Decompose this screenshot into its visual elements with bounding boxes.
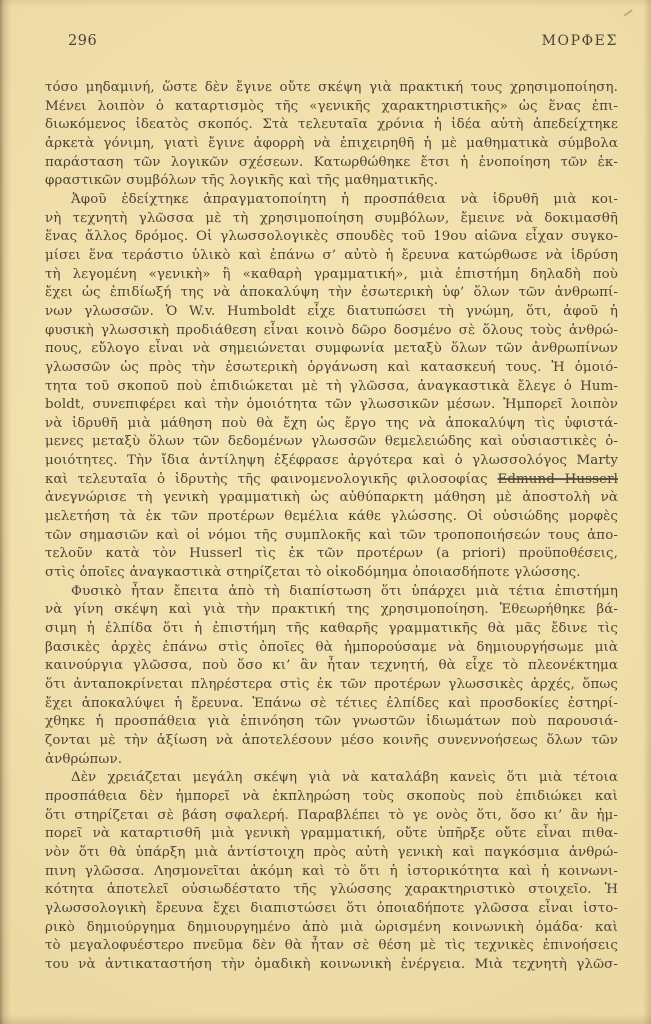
text-line: καὶ τελευταῖα ὁ ἱδρυτὴς τῆς φαινομενολογικῆς φιλοσοφίας Edmund Husserl [45,471,618,487]
text-line: κότητα ἀποτελεῖ οὐσιωδέστατο τῆς γλώσσης χαρακτηριστικὸ στοιχεῖο. Ἡ [45,882,618,898]
text-line: καινούργια γλῶσσα, ποὺ ὅσο κι’ ἂν ἦταν τεχνητή, θὰ εἶχε τὸ πλεονέκτημα [45,658,618,674]
text-line: γλωσσῶν ὡς πρὸς τὴν ἐσωτερικὴ ὀργάνωση καὶ κατασκευή τους. Ἡ ὁμοιό- [45,359,618,375]
text-line: νὰ γίνη σκέψη καὶ γιὰ τὴν πρακτική της χρησιμοποίηση. Ἐθεωρήθηκε βά- [45,602,618,618]
text-line: πινη γλῶσσα. Λησμονεῖται ἀκόμη καὶ τὸ ὅτι ἡ ἱστορικότητα καὶ ἡ κοινωνι- [45,863,618,879]
text-line: μελετήση τὰ ἐκ τῶν προτέρων θεμέλια κάθε γλώσσης. Οἱ οὐσιώδης μορφὲς [45,509,618,525]
text-line: ἔχει ὡς ἐπιδίωξή της νὰ ἀποκαλύψη τὴν ἐσωτερικὴ ὑφ’ ὅλων τῶν ἀνθρωπί- [45,285,618,301]
text-line: ἔχει ἀποκαλύψει ἡ ἔρευνα. Ἐπάνω σὲ τέτιες ἐλπίδες καὶ προσδοκίες ἐστηρί- [45,695,618,711]
text-line: ζονται μὲ τὴν ἀξίωση νὰ ἀποτελέσουν μέσο κοινῆς συνεννοήσεως ὅλων τῶν [45,732,618,748]
text-line: βασικὲς ἀρχὲς ἐπάνω στὶς ὁποῖες θὰ ἠμπορούσαμε νὰ δημιουργήσωμε μιὰ [45,639,618,655]
text-line: Φυσικὸ ἦταν ἔπειτα ἀπὸ τὴ διαπίστωση ὅτι ὑπάρχει μιὰ τέτια ἐπιστήμη [71,583,618,599]
text-line: μενες μεταξὺ ὅλων τῶν δεδομένων γλωσσῶν θεμελειώδης καὶ οὐσιαστικὲς ὁ- [45,434,618,450]
text-line: σιμη ἡ ἐλπίδα ὅτι ἡ ἐπιστήμη τῆς καθαρῆς γραμματικῆς θὰ μᾶς ἔδινε τὶς [45,621,618,637]
text-line: πορεῖ νὰ καταρτισθῆ μιὰ γενικὴ γραμματική, οὔτε ὑπῆρξε οὔτε εἶναι πιθα- [45,826,618,842]
text-line: τὴ λεγομένη «γενικὴ» ἢ «καθαρὴ γραμματική», μιὰ ἐπιστήμη δηλαδὴ ποὺ [45,266,618,282]
text-line: Ἀφοῦ ἐδείχτηκε ἀπραγματοποίητη ἡ προσπάθεια νὰ ἱδρυθῆ μιὰ κοι- [71,191,618,207]
running-title: ΜΟΡΦΕΣ [541,33,618,49]
text-line: ὅτι στηρίζεται σὲ βάση σφαλερή. Παραβλέπει τὸ γε ονὸς ὅτι, ὅσο κι’ ἂν ἠμ- [45,807,618,823]
text-line: μοιότητες. Τὴν ἴδια ἀντίληψη ἐξέφρασε ἀργότερα καὶ ὁ γλωσσολόγος Marty [45,453,618,469]
text-line: μίσει ἕνα τεράστιο ὑλικὸ καὶ ἐπάνω σ’ αὐτὸ ἡ ἔρευνα κατώρθωσε νὰ ἱδρύση [45,247,618,263]
text-line: τῶν σημασιῶν καὶ οἱ νόμοι τῆς συμπλοκῆς καὶ τῶν τροποποιήσεών τους ἀπο- [45,527,618,543]
text-line: τὸ μεγαλοφυέστερο πνεῦμα δὲν θὰ ἦταν σὲ θέση μὲ τὶς τεχνικὲς ἐπινοήσεις [45,938,618,954]
text-line: νὴ τεχνητὴ γλῶσσα μὲ τὴ χρησιμοποίηση συμβόλων, ἔμεινε νὰ δοκιμασθῆ [45,210,618,226]
text-line: ἀνθρώπων. [45,751,123,767]
text-line: ρικὸ δημιούργημα δημιουργημένο ἀπὸ μιὰ ὡρισμένη κοινωνικὴ ὁμάδα· καὶ [45,919,618,935]
text-line: πους, εὔλογο εἶναι νὰ σημειώνεται συμφωνία μεταξὺ ὅλων τῶν ἀνθρωπίνων [45,341,618,357]
struck-through-name: Edmund Husserl [497,471,618,487]
text-line: ἕνας ἄλλος δρόμος. Οἱ γλωσσολογικὲς σπουδὲς τοῦ 19ου αἰῶνα εἶχαν συγκο- [45,229,618,245]
text-line: ἀρκετὰ γόνιμη, γιατὶ ἔγινε ἀφορρὴ νὰ ἐπιχειρηθῆ ἡ μὲ μαθηματικὰ σύμβολα [45,135,618,151]
page-number: 296 [68,33,98,49]
text-line: στὶς ὁποῖες ἀναγκαστικὰ στηρίζεται τὸ οἰκοδόμημα ὁποιασδήποτε γλώσσης. [45,565,581,581]
text-line: boldt, συνεπιφέρει καὶ τὴν ὁμοιότητα τῶν γλωσσικῶν μέσων. Ἠμπορεῖ λοιπὸν [45,397,618,413]
text-line: Μένει λοιπὸν ὁ καταρτισμὸς τῆς «γενικῆς χαρακτηριστικῆς» ὡς ἕνας ἐπι- [45,98,618,114]
text-line: τητα τοῦ σκοποῦ ποὺ ἐπιδιώκεται μὲ τὴ γλῶσσα, ἀναγκαστικὰ ἔλεγε ὁ Hum- [45,378,618,394]
text-line: προσπάθεια δὲν ἠμπορεῖ νὰ ἐκπληρώση τοὺς σκοποὺς ποὺ ἐπιδιώκει καὶ [45,788,618,804]
text-line: φραστικῶν συμβόλων τῆς λογικῆς καὶ τῆς μαθηματικῆς. [45,173,439,189]
text-block [45,79,618,975]
text-line: ὅτι ἀνταποκρίνεται πληρέστερα στὶς ἐκ τῶν προτέρων γλωσσικὲς ἀρχές, ὅπως [45,677,618,692]
text-line: διωκόμενος ἰδεατὸς σκοπός. Στὰ τελευταῖα χρόνια ἡ ἰδέα αὐτὴ ἀπεδείχτηκε [45,117,618,133]
running-head [68,33,618,49]
text-line: γλωσσολογικὴ ἔρευνα ἔχει διαπιστώσει ὅτι ὁποιαδήποτε γλῶσσα εἶναι ἱστο- [45,900,618,916]
corner-pen-mark [623,9,632,16]
text-line: παράσταση τῶν λογικῶν σχέσεων. Κατωρθώθηκε ἔτσι ἡ ἑνοποίηση τῶν ἐκ- [45,154,618,170]
text-line: Δὲν χρειάζεται μεγάλη σκέψη γιὰ νὰ καταλάβη κανεὶς ὅτι μιὰ τέτοια [71,770,618,786]
text-line: τελοῦν κατὰ τὸν Husserl τὶς ἐκ τῶν προτέρων (a priori) προϋποθέσεις, [45,546,618,562]
text-line: νὰ ἱδρυθῆ μιὰ μάθηση ποὺ θὰ ἔχη ὡς ἔργο της νὰ ἀποκαλύψη τὶς ὑφιστά- [45,415,618,431]
text-line: τόσο μηδαμινή, ὥστε δὲν ἔγινε οὔτε σκέψη γιὰ πρακτική τους χρησιμοποίηση. [45,80,618,95]
text-line: χθηκε ἡ προσπάθεια γιὰ ἐπινόηση τῶν γνωστῶν ἰδιωμάτων ποὺ παρουσιά- [45,714,618,730]
text-line: φυσικὴ γλωσσικὴ προδιάθεση εἶναι κοινὸ δῶρο δοσμένο σὲ ὅλους τοὺς ἀνθρώ- [45,322,618,338]
text-line: νων γλωσσῶν. Ὁ W.v. Humboldt εἶχε διατυπώσει τὴ γνώμη, ὅτι, ἀφοῦ ἡ [45,303,618,319]
text-line: του νὰ ἀντικαταστήση τὴν ὁμαδικὴ κοινωνικὴ ἐνέργεια. Μιὰ τεχνητὴ γλῶσ- [45,956,618,972]
text-line: ἀνεγνώρισε τὴ γενικὴ γραμματικὴ ὡς αὐθύπαρκτη μάθηση μὲ ἀποστολὴ νὰ [45,490,618,506]
text-line: νὸν ὅτι θὰ ὑπάρξη μιὰ ἀντίστοιχη πρὸς αὐτὴ γενικὴ καὶ παγκόσμια ἀνθρώ- [45,844,618,860]
